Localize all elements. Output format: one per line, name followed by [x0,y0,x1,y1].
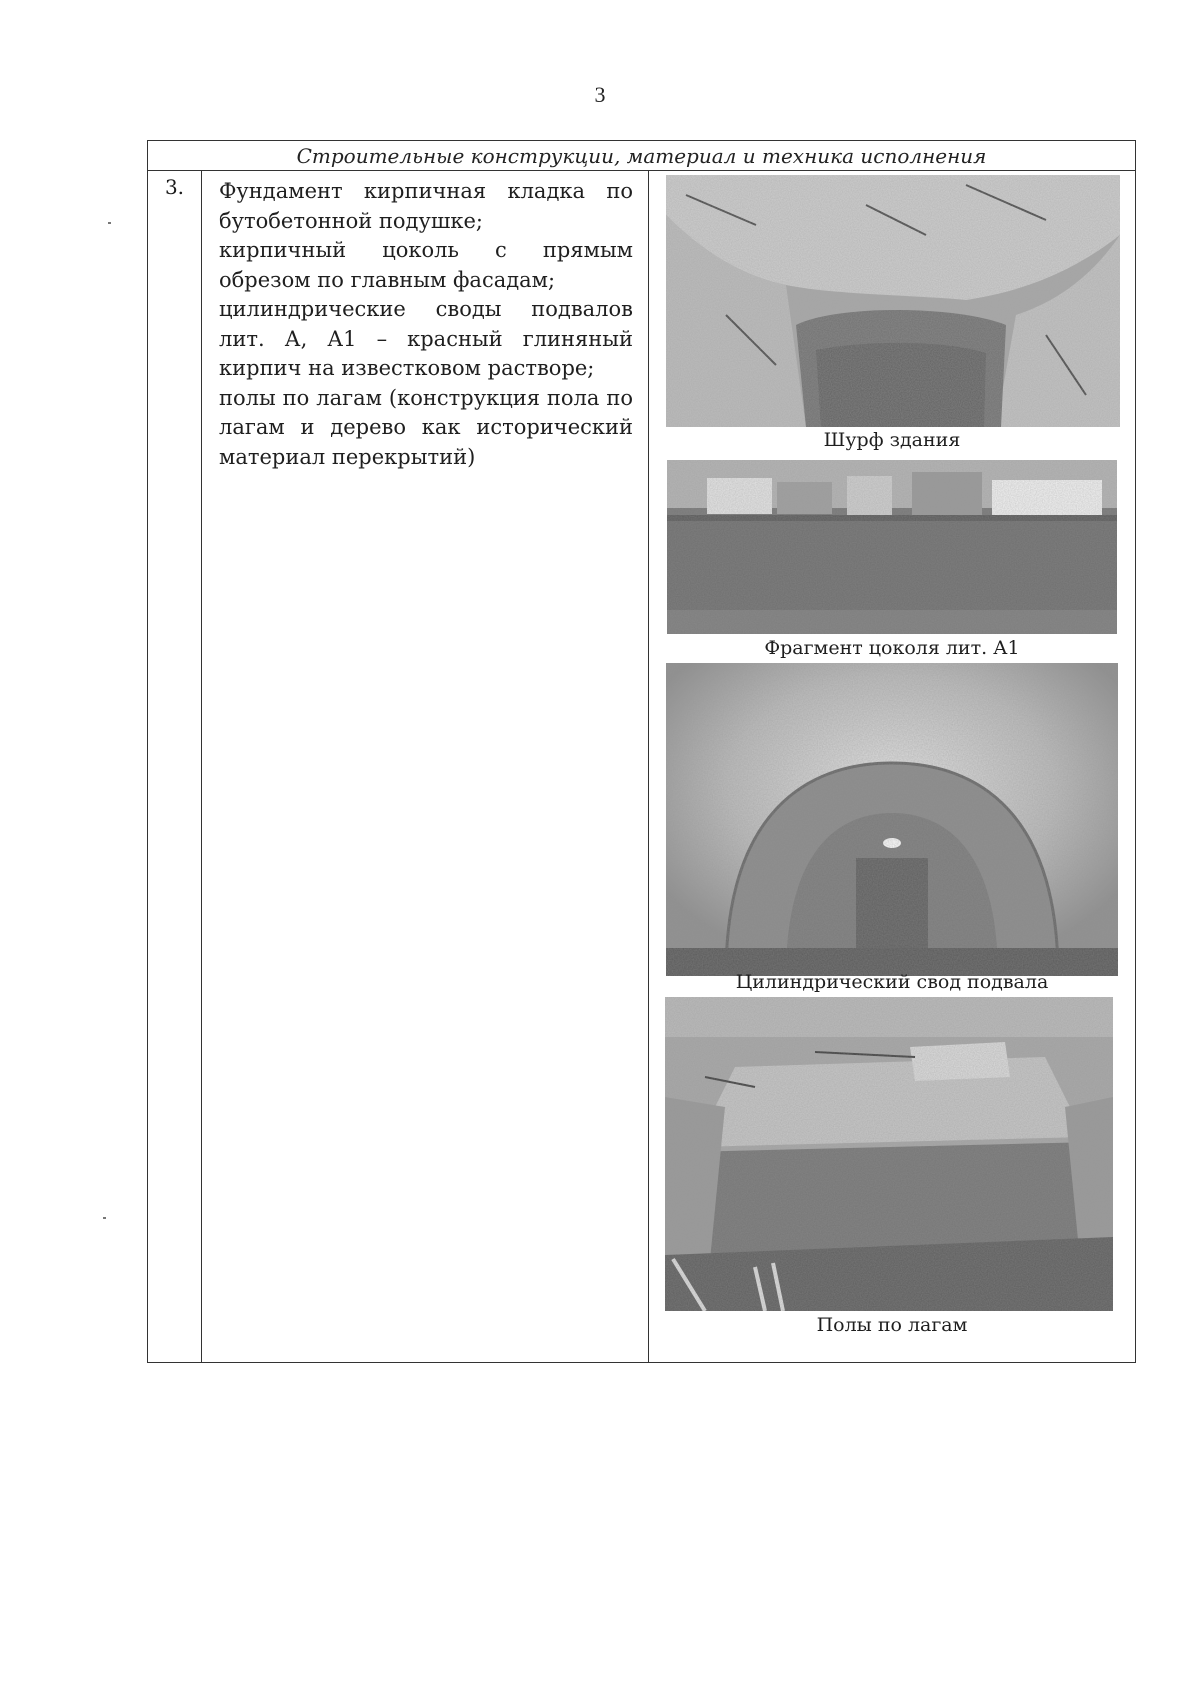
description-line: бутобетонной подушке; [219,208,483,233]
description-line: полы по лагам (конструкция пола по [219,385,633,410]
photo-column [649,171,1135,1362]
description-line: лагам и дерево как исторический [219,415,633,439]
row-description [202,171,649,1362]
excavation-photo [666,175,1120,427]
photo-block [649,649,1135,993]
photo-block [649,453,1135,659]
description-line: материал перекрытий) [219,444,476,469]
photo-block [649,171,1135,453]
description-line: кирпич на известковом растворе; [219,356,595,380]
photo-caption: Цилиндрический свод подвала [735,971,1049,993]
floor-joists-photo [665,997,1113,1311]
vault-photo [666,663,1118,976]
scan-speck [103,1217,106,1219]
scan-speck [108,222,111,224]
description-line: цилиндрические своды подвалов [219,297,633,321]
description-line: кирпичный цоколь с прямым [219,238,633,262]
photo-block [649,989,1135,1364]
description-line: Фундамент кирпичная кладка по [219,179,633,203]
construction-table [147,140,1136,1363]
photo-caption: Полы по лагам [816,1314,968,1336]
photo-caption: Фрагмент цоколя лит. А1 [764,637,1020,659]
description-line: лит. А, А1 – красный глиняный [219,326,633,351]
description-line: обрезом по главным фасадам; [219,267,556,292]
page-number: 3 [594,82,606,107]
plinth-photo [667,460,1117,634]
table-header: Строительные конструкции, материал и техника исполнения [148,141,1135,171]
row-number: 3. [148,171,202,1362]
photo-caption: Шурф здания [823,429,961,451]
